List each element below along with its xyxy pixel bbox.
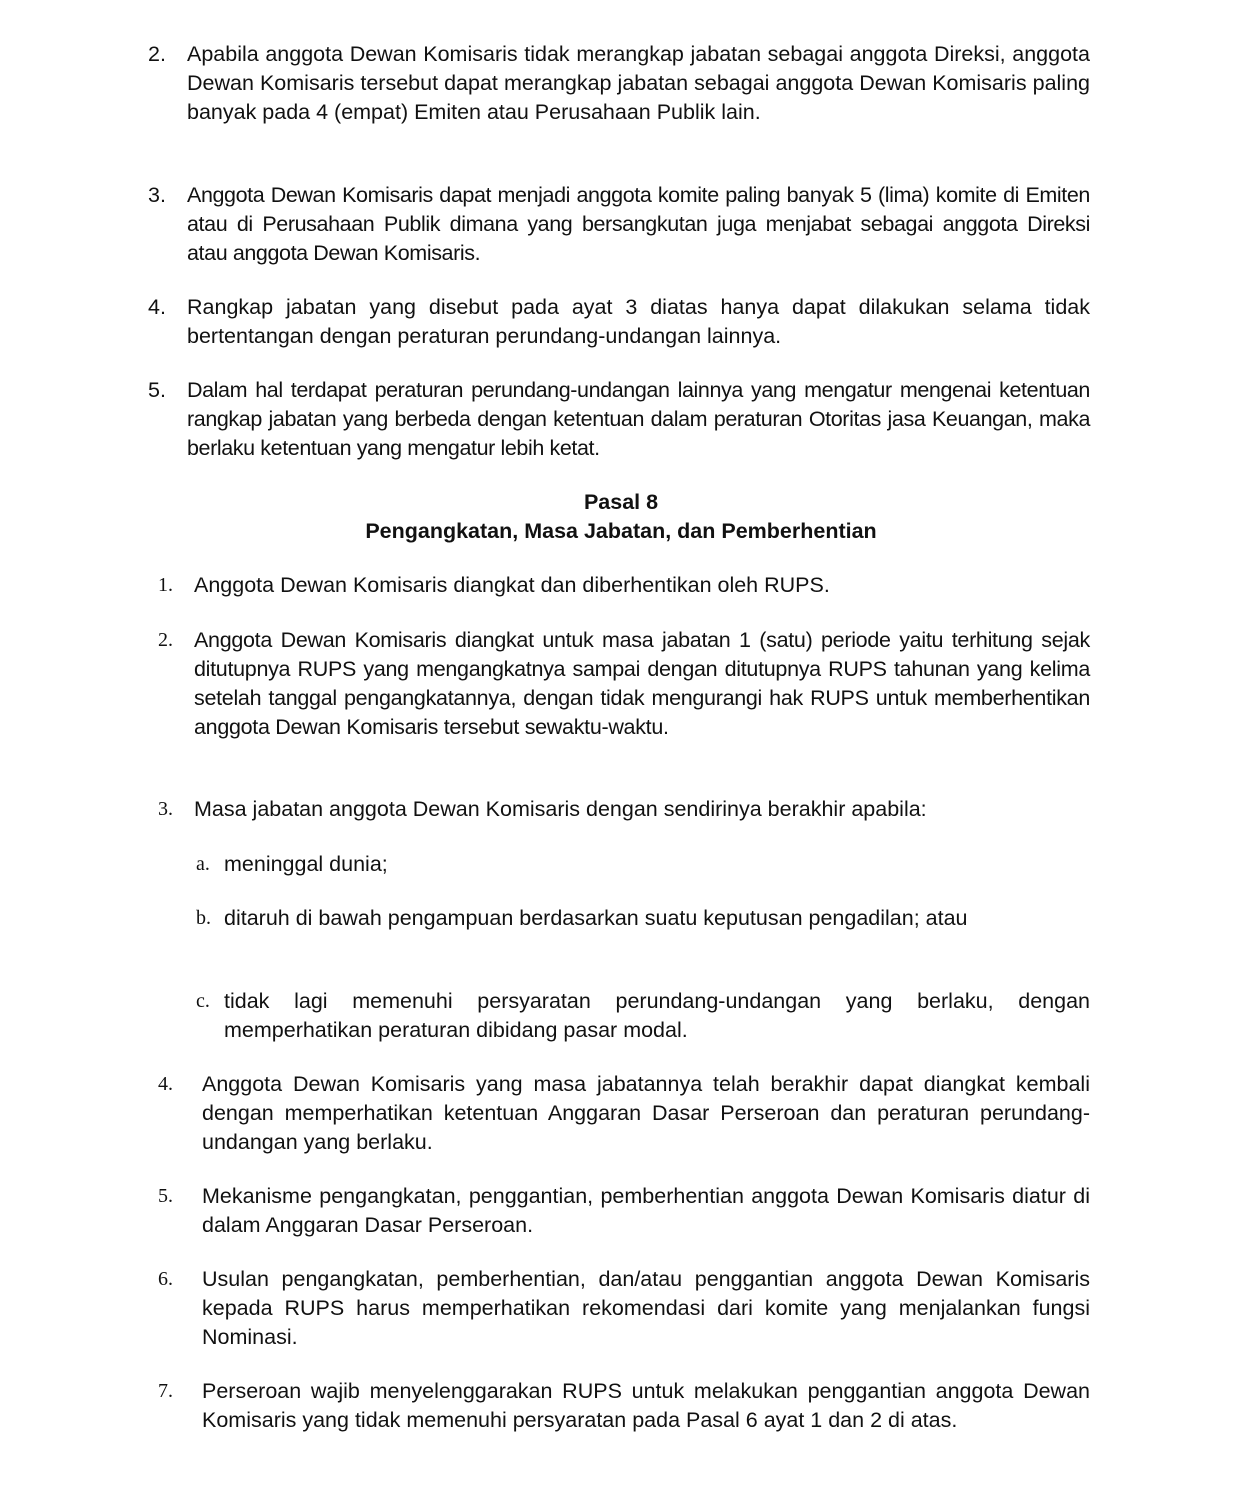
list-item (148, 1377, 1090, 1467)
list-item-number: 4. (158, 1073, 173, 1095)
list-item (148, 1182, 1090, 1242)
list-item-text: Masa jabatan anggota Dewan Komisaris dengan sendirinya berakhir apabila: (194, 797, 927, 821)
list-item-number: 3. (158, 798, 173, 820)
list-item-number: 3. (148, 183, 166, 207)
list-item-number: 5. (148, 378, 166, 402)
list-item-text: Anggota Dewan Komisaris diangkat untuk masa jabatan 1 (satu) periode yaitu terhitung sejak ditutupnya RUPS yang mengangkatnya sampai dengan ditutupnya RUPS tahunan yang kelima setelah tanggal pengangkatannya, dengan tidak mengurangi hak RUPS untuk memberhentikan anggota Dewan Komisaris tersebut sewaktu-waktu. (194, 628, 1090, 739)
list-item (148, 40, 1090, 160)
list-item (148, 1070, 1090, 1160)
list-item-text: Rangkap jabatan yang disebut pada ayat 3 diatas hanya dapat dilakukan selama tidak bertentangan dengan peraturan perundang-undangan lainnya. (187, 295, 1090, 348)
sub-list-item (148, 904, 1090, 964)
sub-list-item-text: ditaruh di bawah pengampuan berdasarkan suatu keputusan pengadilan; atau (224, 906, 968, 930)
sub-list-item-letter: a. (196, 853, 210, 875)
list-item-text: Anggota Dewan Komisaris yang masa jabatannya telah berakhir dapat diangkat kembali dengan memperhatikan ketentuan Anggaran Dasar Perseroan dan peraturan perundang-undangan yang berlaku. (202, 1072, 1090, 1154)
list-item-text: Mekanisme pengangkatan, penggantian, pemberhentian anggota Dewan Komisaris diatur di dalam Anggaran Dasar Perseroan. (202, 1184, 1090, 1237)
list-item (148, 571, 1090, 601)
list-item-number: 1. (158, 574, 173, 596)
list-item-number: 5. (158, 1185, 173, 1207)
list-item-number: 2. (148, 42, 166, 66)
list-item (148, 1265, 1090, 1355)
list-item (148, 795, 1090, 825)
list-item (148, 181, 1090, 271)
list-item-number: 2. (158, 629, 173, 651)
sub-list-item (148, 850, 1090, 880)
sub-list-item-letter: b. (196, 907, 211, 929)
list-item-text: Apabila anggota Dewan Komisaris tidak merangkap jabatan sebagai anggota Direksi, anggota Dewan Komisaris tersebut dapat merangkap jabatan sebagai anggota Dewan Komisaris paling banyak pada 4 (empat) Emiten atau Perusahaan Publik lain. (187, 42, 1090, 124)
list-item-text: Dalam hal terdapat peraturan perundang-undangan lainnya yang mengatur mengenai ketentuan rangkap jabatan yang berbeda dengan ketentuan dalam peraturan Otoritas jasa Keuangan, maka berlaku ketentuan yang mengatur lebih ketat. (187, 378, 1090, 460)
list-item-text: Anggota Dewan Komisaris dapat menjadi anggota komite paling banyak 5 (lima) komite di Emiten atau di Perusahaan Publik dimana yang bersangkutan juga menjabat sebagai anggota Direksi atau anggota Dewan Komisaris. (187, 183, 1090, 265)
list-item-number: 6. (158, 1268, 173, 1290)
list-item (148, 626, 1090, 776)
section-subtitle: Pengangkatan, Masa Jabatan, dan Pemberhentian (365, 519, 877, 543)
sub-list-item-text: tidak lagi memenuhi persyaratan perundang-undangan yang berlaku, dengan memperhatikan peraturan dibidang pasar modal. (224, 989, 1090, 1042)
sub-list-item-letter: c. (196, 990, 210, 1012)
list-item (148, 293, 1090, 353)
list-item-number: 4. (148, 295, 166, 319)
sub-list-item-text: meninggal dunia; (224, 852, 388, 876)
list-item-text: Usulan pengangkatan, pemberhentian, dan/atau penggantian anggota Dewan Komisaris kepada RUPS harus memperhatikan rekomendasi dari komite yang menjalankan fungsi Nominasi. (202, 1267, 1090, 1349)
section-title: Pasal 8 (583, 490, 659, 514)
list-item (148, 376, 1090, 466)
list-item-text: Perseroan wajib menyelenggarakan RUPS untuk melakukan penggantian anggota Dewan Komisaris yang tidak memenuhi persyaratan pada Pasal 6 ayat 1 dan 2 di atas. (202, 1379, 1090, 1432)
list-item-text: Anggota Dewan Komisaris diangkat dan diberhentikan oleh RUPS. (194, 573, 830, 597)
sub-list-item (148, 987, 1090, 1047)
list-item-number: 7. (158, 1380, 173, 1402)
